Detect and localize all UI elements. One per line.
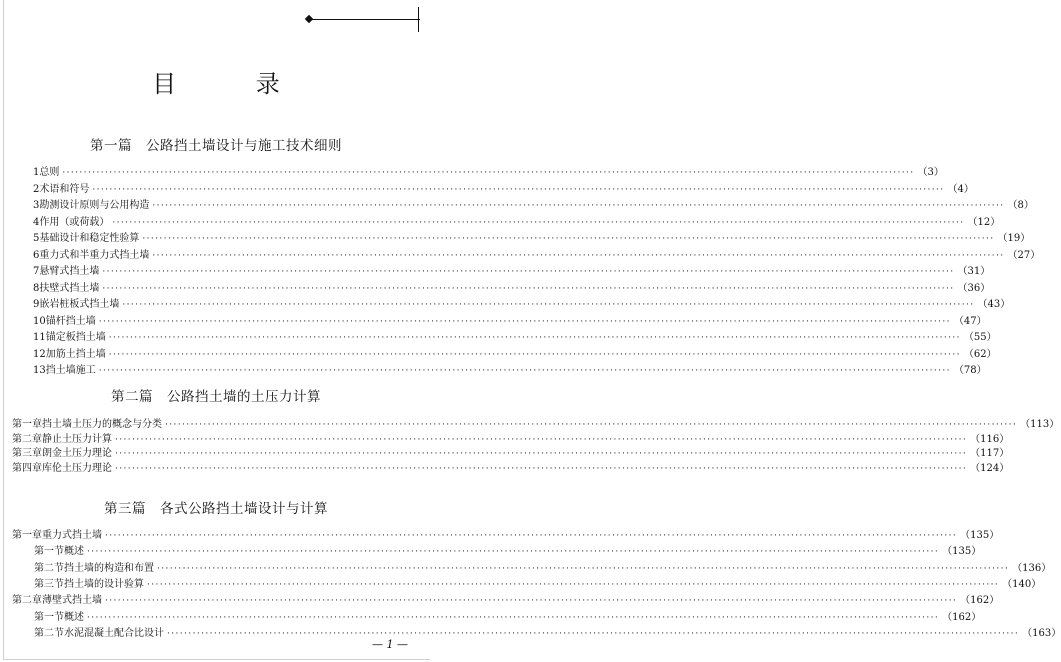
- toc-entry-label: 总则: [39, 167, 60, 178]
- toc-entry-label: 薄壁式挡土墙: [42, 595, 102, 607]
- toc-entry[interactable]: [33, 232, 1031, 246]
- toc-leader-dots: ········································································································································································································: [167, 628, 1020, 639]
- toc-entry-label: 加筋土挡土墙: [45, 348, 106, 360]
- toc-entry-label: 勘测设计原则与公用构造: [39, 200, 150, 211]
- toc-leader-dots: ········································································································································································································: [62, 168, 915, 178]
- toc-entry-number: 9: [33, 299, 40, 310]
- toc-entry-page: （3）: [917, 167, 944, 178]
- toc-entry-label: 概述: [64, 546, 84, 558]
- toc-entry[interactable]: [12, 462, 1010, 476]
- toc-entry[interactable]: [33, 282, 991, 296]
- toc-entry-label: 扶壁式挡土墙: [39, 282, 100, 294]
- toc-leader-dots: ········································································································································································································: [87, 547, 940, 558]
- toc-entry[interactable]: [33, 331, 997, 345]
- toc-leader-dots: ········································································································································································································: [105, 596, 958, 607]
- toc-leader-dots: ········································································································································································································: [115, 463, 968, 474]
- toc-entry-number: 第三章: [12, 448, 42, 459]
- page-number-footer: — 1 —: [372, 638, 408, 651]
- toc-entry[interactable]: [12, 529, 1000, 543]
- toc-entry-label: 基础设计和稳定性验算: [39, 233, 140, 244]
- toc-entry-label: 重力式和半重力式挡土墙: [39, 249, 150, 261]
- toc-entry[interactable]: [12, 447, 1010, 461]
- toc-entry-number: 6: [33, 249, 40, 261]
- toc-entry[interactable]: [34, 627, 1061, 641]
- toc-entry[interactable]: [34, 578, 1042, 592]
- toc-entry-label: 静止土压力计算: [42, 433, 112, 445]
- toc-leader-dots: ········································································································································································································: [108, 349, 961, 360]
- toc-entry-page: （162）: [942, 611, 982, 623]
- toc-entry-page: （43）: [977, 299, 1011, 310]
- toc-entry[interactable]: [33, 216, 1001, 230]
- toc-entry-page: （19）: [997, 233, 1031, 244]
- toc-entry-page: （117）: [970, 448, 1010, 459]
- toc-entry-number: 第二章: [12, 595, 42, 607]
- toc-entry-number: 2: [33, 183, 40, 195]
- toc-entry-number: 第二章: [12, 433, 42, 445]
- toc-leader-dots: ········································································································································································································: [108, 333, 961, 343]
- toc-entry-page: （12）: [967, 216, 1001, 228]
- toc-leader-dots: ········································································································································································································: [152, 201, 1005, 211]
- toc-leader-dots: ········································································································································································································: [105, 531, 958, 541]
- part-title: 第三篇 各式公路挡土墙设计与计算: [104, 501, 328, 517]
- toc-entry-number: 第二节: [34, 562, 64, 574]
- toc-leader-dots: ········································································································································································································: [92, 184, 945, 195]
- toc-entry-label: 术语和符号: [39, 183, 90, 195]
- toc-entry-number: 1: [33, 167, 40, 178]
- toc-entry-page: （163）: [1022, 627, 1061, 639]
- toc-entry-label: 挡土墙的设计验算: [64, 578, 144, 590]
- toc-entry-label: 重力式挡土墙: [42, 530, 102, 541]
- toc-entry[interactable]: [33, 166, 944, 180]
- toc-entry-number: 11: [33, 332, 46, 343]
- toc-entry-page: （135）: [960, 530, 1000, 541]
- toc-entry[interactable]: [33, 249, 1041, 263]
- toc-entry-number: 第一章: [12, 419, 42, 430]
- toc-leader-dots: ········································································································································································································: [98, 316, 951, 327]
- header-vertical-rule: [418, 7, 419, 32]
- toc-entry-number: 第三节: [34, 578, 64, 590]
- toc-leader-dots: ········································································································································································································: [157, 563, 1010, 574]
- toc-entry-label: 锚杆挡土墙: [45, 315, 96, 327]
- toc-leader-dots: ········································································································································································································: [152, 250, 1005, 261]
- toc-entry-page: （31）: [957, 266, 991, 277]
- toc-leader-dots: ········································································································································································································: [115, 434, 968, 445]
- toc-leader-dots: ········································································································································································································: [102, 283, 955, 294]
- header-rule: [312, 19, 420, 20]
- toc-entry-label: 作用（或荷载）: [39, 216, 110, 228]
- toc-entry-number: 第一节: [34, 546, 64, 558]
- toc-entry-label: 概述: [64, 611, 84, 623]
- toc-entry-page: （55）: [963, 332, 997, 343]
- page-title: 目 录: [152, 70, 316, 98]
- toc-entry-label: 悬臂式挡土墙: [39, 266, 100, 277]
- toc-entry-page: （135）: [942, 546, 982, 558]
- toc-entry-label: 库伦土压力理论: [42, 462, 112, 474]
- toc-leader-dots: ········································································································································································································: [165, 420, 1018, 430]
- toc-leader-dots: ········································································································································································································: [87, 612, 940, 623]
- toc-leader-dots: ········································································································································································································: [147, 579, 1000, 590]
- toc-entry-number: 3: [33, 200, 40, 211]
- toc-entry-page: （62）: [963, 348, 997, 360]
- toc-entry-number: 5: [33, 233, 40, 244]
- toc-entry-number: 第一节: [34, 611, 64, 623]
- toc-entry[interactable]: [12, 418, 1060, 432]
- toc-entry-page: （4）: [947, 183, 974, 195]
- toc-entry-number: 13: [33, 365, 46, 376]
- toc-leader-dots: ········································································································································································································: [142, 234, 995, 244]
- part-title: 第二篇 公路挡土墙的土压力计算: [111, 389, 321, 405]
- toc-entry[interactable]: [33, 199, 1034, 213]
- toc-entry-number: 第四章: [12, 462, 42, 474]
- toc-entry-number: 第一章: [12, 530, 42, 541]
- toc-leader-dots: ········································································································································································································: [102, 267, 955, 277]
- toc-entry-page: （78）: [953, 365, 987, 376]
- toc-entry-page: （124）: [970, 462, 1010, 474]
- toc-entry[interactable]: [12, 594, 1000, 608]
- toc-entry-label: 朗金土压力理论: [42, 448, 112, 459]
- toc-entry[interactable]: [34, 562, 1052, 576]
- toc-entry-number: 10: [33, 315, 46, 327]
- toc-entry-page: （8）: [1007, 200, 1034, 211]
- toc-entry-label: 挡土墙施工: [45, 365, 96, 376]
- toc-entry-number: 12: [33, 348, 46, 360]
- toc-entry[interactable]: [33, 348, 997, 362]
- toc-entry-page: （136）: [1012, 562, 1052, 574]
- toc-entry[interactable]: [33, 298, 1011, 312]
- toc-leader-dots: ········································································································································································································: [122, 300, 975, 310]
- part-title: 第一篇 公路挡土墙设计与施工技术细则: [90, 138, 342, 154]
- toc-entry[interactable]: [34, 611, 982, 625]
- toc-entry[interactable]: [33, 315, 987, 329]
- toc-entry-label: 挡土墙土压力的概念与分类: [42, 419, 162, 430]
- toc-entry-page: （116）: [970, 433, 1010, 445]
- toc-entry-page: （113）: [1020, 419, 1060, 430]
- toc-entry[interactable]: [33, 364, 987, 378]
- toc-entry-label: 嵌岩桩板式挡土墙: [39, 299, 120, 310]
- toc-entry-page: （47）: [953, 315, 987, 327]
- toc-entry[interactable]: [12, 433, 1010, 447]
- toc-entry-page: （27）: [1007, 249, 1041, 261]
- toc-entry[interactable]: [33, 183, 974, 197]
- toc-entry-number: 第二节: [34, 627, 64, 639]
- toc-entry-label: 水泥混凝土配合比设计: [64, 627, 164, 639]
- toc-entry-page: （140）: [1002, 578, 1042, 590]
- toc-entry-page: （36）: [957, 282, 991, 294]
- toc-entry-number: 8: [33, 282, 40, 294]
- toc-entry-label: 锚定板挡土墙: [45, 332, 106, 343]
- toc-entry-number: 4: [33, 216, 40, 228]
- toc-entry-page: （162）: [960, 595, 1000, 607]
- toc-entry-label: 挡土墙的构造和布置: [64, 562, 154, 574]
- toc-leader-dots: ········································································································································································································: [112, 217, 965, 228]
- toc-entry[interactable]: [34, 545, 982, 559]
- toc-entry[interactable]: [33, 265, 991, 279]
- toc-leader-dots: ········································································································································································································: [115, 449, 968, 459]
- toc-entry-number: 7: [33, 266, 40, 277]
- toc-leader-dots: ········································································································································································································: [98, 366, 951, 376]
